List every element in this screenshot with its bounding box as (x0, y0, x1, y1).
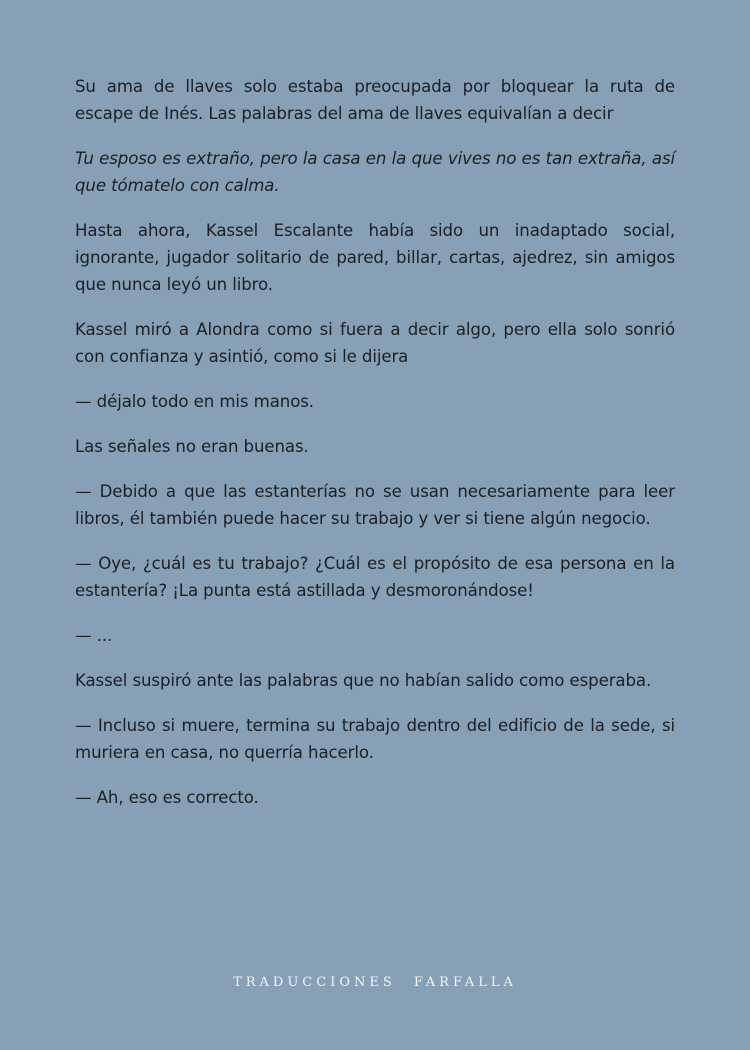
dialogue-line: — Oye, ¿cuál es tu trabajo? ¿Cuál es el propósito de esa persona en la estantería? ¡La punta está astillada y desmoronándose! (75, 554, 675, 600)
page-body (75, 73, 675, 829)
italic-paragraph: Tu esposo es extraño, pero la casa en la que vives no es tan extraña, así que tómatelo con calma. (75, 149, 675, 195)
dialogue-line: — Debido a que las estanterías no se usan necesariamente para leer libros, él también puede hacer su trabajo y ver si tiene algún negocio. (75, 482, 675, 528)
dialogue-line: — ... (75, 626, 113, 645)
dialogue-line: — Ah, eso es correcto. (75, 788, 259, 807)
paragraph: Su ama de llaves solo estaba preocupada por bloquear la ruta de escape de Inés. Las palabras del ama de llaves equivalían a decir (75, 77, 675, 123)
page-footer: TRADUCCIONES FARFALLA (233, 975, 517, 990)
paragraph: Kassel suspiró ante las palabras que no habían salido como esperaba. (75, 671, 652, 690)
dialogue-line: — déjalo todo en mis manos. (75, 392, 314, 411)
paragraph: Hasta ahora, Kassel Escalante había sido un inadaptado social, ignorante, jugador solitario de pared, billar, cartas, ajedrez, sin amigos que nunca leyó un libro. (75, 221, 675, 294)
dialogue-line: — Incluso si muere, termina su trabajo dentro del edificio de la sede, si muriera en casa, no querría hacerlo. (75, 716, 675, 762)
paragraph: Las señales no eran buenas. (75, 437, 309, 456)
paragraph: Kassel miró a Alondra como si fuera a decir algo, pero ella solo sonrió con confianza y asintió, como si le dijera (75, 320, 675, 366)
